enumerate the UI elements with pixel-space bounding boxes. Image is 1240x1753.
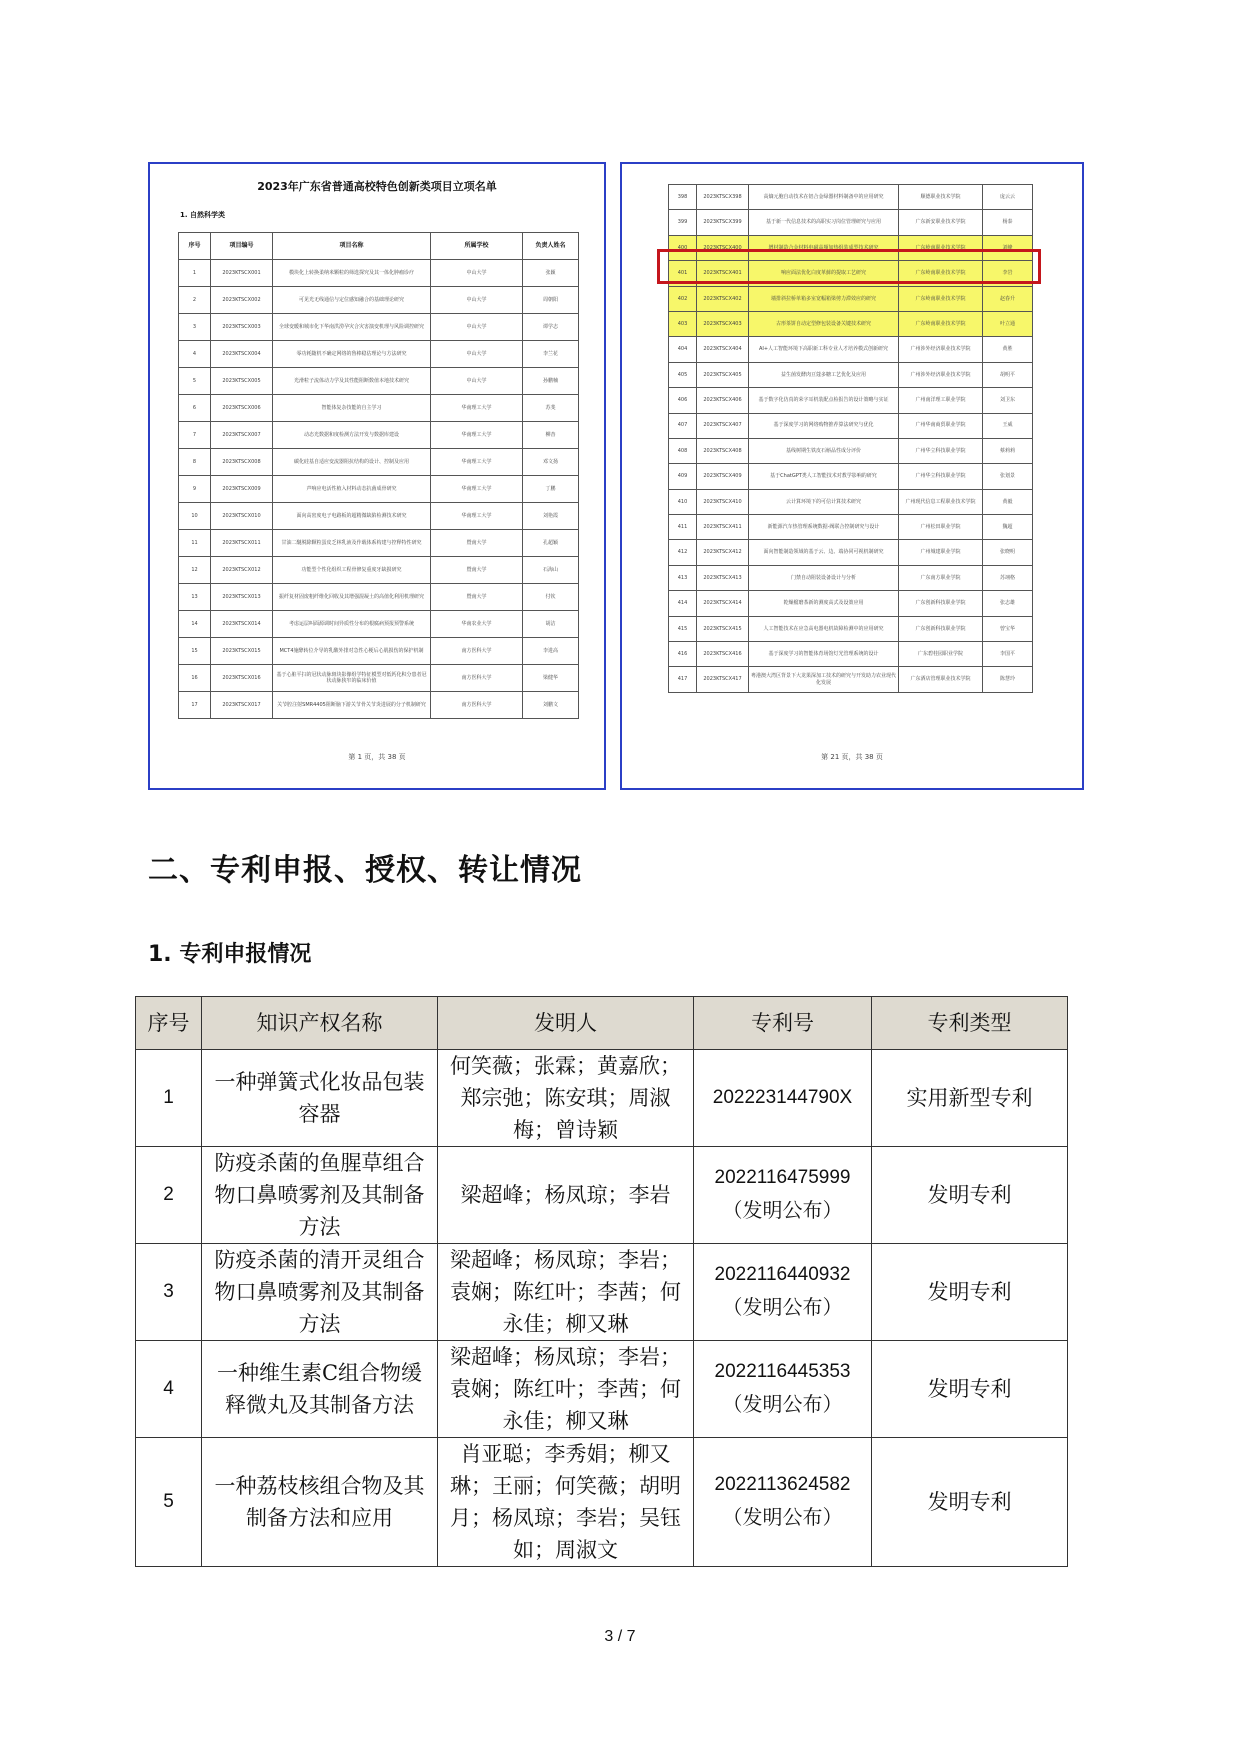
table-row	[669, 337, 1033, 362]
table-row	[136, 1050, 1068, 1147]
table-row	[179, 287, 579, 314]
table-cell: 广州涉外经济职业技术学院	[899, 337, 983, 362]
table-cell: 南方医科大学	[431, 692, 523, 719]
table-cell: 402	[669, 286, 697, 311]
table-row	[179, 503, 579, 530]
thumb-subtitle: 1. 自然科学类	[180, 211, 225, 219]
table-cell: 李兰花	[523, 341, 579, 368]
table-cell: 广东南方职业学院	[899, 565, 983, 590]
table-cell: MCT4施酵转位介导的乳酸外排对急性心梗后心肌损伤的保护机制	[273, 638, 431, 665]
publication-status: （发明公布）	[722, 1295, 843, 1319]
table-cell: 胡洁	[523, 611, 579, 638]
table-cell: 400	[669, 235, 697, 260]
patent-row-number: 4	[136, 1341, 202, 1438]
table-cell: 2023KTSCX405	[697, 362, 749, 387]
patent-number-cell	[694, 1050, 872, 1147]
table-cell: 2023KTSCX016	[211, 665, 273, 692]
table-cell: 增材制造合金材料电磁高频加热组装成型技术研究	[749, 235, 899, 260]
table-row	[669, 388, 1033, 413]
table-cell: 2023KTSCX415	[697, 616, 749, 641]
table-row	[669, 540, 1033, 565]
patent-number-cell	[694, 1244, 872, 1341]
table-cell: 孔超颖	[523, 530, 579, 557]
table-row	[179, 638, 579, 665]
table-cell: 暨南大学	[431, 557, 523, 584]
table-cell: 12	[179, 557, 211, 584]
table-cell: 高熵元胞自动技术在铝合金绿器材料制备中的应用研究	[749, 185, 899, 210]
patent-inventors: 梁超峰；杨凤琼；李岩；袁娴；陈红叶；李茜；何永佳；柳又琳	[438, 1341, 694, 1438]
table-cell: 功能型个性化组织工程骨修复重度牙缺损研究	[273, 557, 431, 584]
table-row	[669, 667, 1033, 692]
table-cell: 全球变暖和城市化下华南洪涝孕灾合灾害演变机理与风险调控研究	[273, 314, 431, 341]
page-number: 3 / 7	[604, 1628, 636, 1645]
publication-status: （发明公布）	[722, 1198, 843, 1222]
table-cell: 面向高密度电子电路板的超精微缺陷检测技术研究	[273, 503, 431, 530]
table-cell: 2023KTSCX417	[697, 667, 749, 692]
table-cell: 7	[179, 422, 211, 449]
table-cell: 中山大学	[431, 368, 523, 395]
table-cell: 9	[179, 476, 211, 503]
table-cell: 中山大学	[431, 314, 523, 341]
patent-type: 发明专利	[872, 1147, 1068, 1244]
table-row	[179, 341, 579, 368]
table-row	[136, 1341, 1068, 1438]
table-cell: 付钦	[523, 584, 579, 611]
patent-row-number: 1	[136, 1050, 202, 1147]
scanned-page-left	[148, 162, 606, 790]
patent-type: 实用新型专利	[872, 1050, 1068, 1147]
table-row	[669, 311, 1033, 336]
table-cell: 2023KTSCX004	[211, 341, 273, 368]
patent-type: 发明专利	[872, 1438, 1068, 1567]
table-row	[179, 449, 579, 476]
patent-inventors: 肖亚聪；李秀娟；柳又琳；王丽；何笑薇；胡明月；杨凤琼；李岩；吴钰如；周淑文	[438, 1438, 694, 1567]
table-cell: 华南理工大学	[431, 503, 523, 530]
table-cell: 谭学志	[523, 314, 579, 341]
table-cell: 乾燥榴磨茶新的测度高式及设策应用	[749, 591, 899, 616]
table-cell: 2023KTSCX410	[697, 489, 749, 514]
table-cell: 暨南大学	[431, 530, 523, 557]
table-cell: 16	[179, 665, 211, 692]
table-cell: 益生菌发酵肉豆蔻多糖工艺优化及应用	[749, 362, 899, 387]
section-heading: 二、专利申报、授权、转让情况	[148, 853, 582, 888]
table-cell: 叶立通	[983, 311, 1033, 336]
table-cell: 华南理工大学	[431, 449, 523, 476]
table-row	[179, 530, 579, 557]
table-cell: 广东创新科技职业学院	[899, 591, 983, 616]
publication-status: （发明公布）	[722, 1392, 843, 1416]
patent-name: 防疫杀菌的清开灵组合物口鼻喷雾剂及其制备方法	[202, 1244, 438, 1341]
table-cell: 3	[179, 314, 211, 341]
patent-number-cell	[694, 1341, 872, 1438]
table-cell: 广东碧桂园职业学院	[899, 642, 983, 667]
table-cell: 人工智能技术在应急高电器电机故障检测中的应用研究	[749, 616, 899, 641]
table-cell: 中山大学	[431, 260, 523, 287]
table-cell: 401	[669, 261, 697, 286]
table-cell: 新能源汽车热管理系统数据-阀联合控制研究与设计	[749, 515, 899, 540]
table-row	[179, 395, 579, 422]
thumb-footer: 第 1 页，共 38 页	[348, 753, 406, 761]
table-cell: 2023KTSCX002	[211, 287, 273, 314]
col-header: 序号	[179, 233, 211, 260]
table-cell: 刘艳霞	[523, 503, 579, 530]
table-cell: 413	[669, 565, 697, 590]
table-cell: 广州华立科技职业学院	[899, 464, 983, 489]
table-row	[179, 557, 579, 584]
table-cell: 顺德职业技术学院	[899, 185, 983, 210]
table-cell: 黄胜	[983, 337, 1033, 362]
publication-status: （发明公布）	[722, 1505, 843, 1529]
col-header-type: 专利类型	[872, 997, 1068, 1050]
table-cell: 孙鹏楠	[523, 368, 579, 395]
col-header-no: 序号	[136, 997, 202, 1050]
table-cell: 杨泰	[983, 210, 1033, 235]
table-header-row	[179, 233, 579, 260]
table-cell: 2023KTSCX007	[211, 422, 273, 449]
table-row	[669, 438, 1033, 463]
table-cell: 面向智能制造领域的基于云、边、端协同可视机制研究	[749, 540, 899, 565]
table-cell: 响应面法优化白度革藓的提取工艺研究	[749, 261, 899, 286]
table-cell: 15	[179, 638, 211, 665]
table-cell: 考虑运层叫面源调时间异质性分布的根腐病预报预警系统	[273, 611, 431, 638]
table-row	[669, 362, 1033, 387]
highlight-box	[657, 249, 1041, 284]
table-cell: 2023KTSCX412	[697, 540, 749, 565]
table-cell: 2023KTSCX008	[211, 449, 273, 476]
table-cell: 邓文扬	[523, 449, 579, 476]
table-cell: 中山大学	[431, 341, 523, 368]
table-cell: 广东岭南职业技术学院	[899, 311, 983, 336]
table-cell: 李国平	[983, 642, 1033, 667]
table-cell: 17	[179, 692, 211, 719]
table-row	[179, 314, 579, 341]
table-cell: 石海山	[523, 557, 579, 584]
table-row	[179, 665, 579, 692]
table-cell: 407	[669, 413, 697, 438]
table-cell: 411	[669, 515, 697, 540]
patent-row-number: 5	[136, 1438, 202, 1567]
table-cell: 2023KTSCX407	[697, 413, 749, 438]
table-cell: 暨南大学	[431, 584, 523, 611]
table-cell: 华南理工大学	[431, 395, 523, 422]
patent-name: 一种荔枝核组合物及其制备方法和应用	[202, 1438, 438, 1567]
patent-type: 发明专利	[872, 1341, 1068, 1438]
table-row	[179, 611, 579, 638]
table-cell: 碳化硅基自适应变流器阻抗结构的设计、控制及应用	[273, 449, 431, 476]
table-cell: 李岩	[983, 261, 1033, 286]
table-cell: 2023KTSCX001	[211, 260, 273, 287]
table-cell: 赵春升	[983, 286, 1033, 311]
table-cell: 门禁自动阻装设备设计与分析	[749, 565, 899, 590]
table-cell: 2	[179, 287, 211, 314]
table-cell: AI+人工智能环境下高职新工科专业人才培养模式创新研究	[749, 337, 899, 362]
table-cell: 2023KTSCX010	[211, 503, 273, 530]
table-cell: 广州涉外经济职业技术学院	[899, 362, 983, 387]
table-cell: 刘峰	[983, 235, 1033, 260]
table-cell: 华南农业大学	[431, 611, 523, 638]
table-cell: 刘鹏文	[523, 692, 579, 719]
table-row	[669, 185, 1033, 210]
patent-number: 2022116440932	[714, 1264, 851, 1285]
table-cell: 张划景	[983, 464, 1033, 489]
table-row	[669, 642, 1033, 667]
patent-row-number: 2	[136, 1147, 202, 1244]
subsection-heading: 1. 专利申报情况	[148, 942, 312, 967]
table-row	[669, 515, 1033, 540]
table-cell: 丁鹏	[523, 476, 579, 503]
table-cell: 曾宝华	[983, 616, 1033, 641]
table-row	[669, 616, 1033, 641]
table-cell: 李进高	[523, 638, 579, 665]
table-row	[136, 1438, 1068, 1567]
table-cell: 华南理工大学	[431, 422, 523, 449]
table-cell: 张颖	[523, 260, 579, 287]
table-cell: 基于新一代信息技术的高职实习岗位管理研究与应用	[749, 210, 899, 235]
table-cell: 2023KTSCX015	[211, 638, 273, 665]
table-cell: 智能体复杂技能的自主学习	[273, 395, 431, 422]
table-row	[669, 210, 1033, 235]
col-header-inventors: 发明人	[438, 997, 694, 1050]
table-cell: 1	[179, 260, 211, 287]
table-cell: 中山大学	[431, 287, 523, 314]
table-cell: 广东酒店管理职业技术学院	[899, 667, 983, 692]
table-cell: 2023KTSCX003	[211, 314, 273, 341]
table-cell: 墙排斜拉桥单箱多室宽幅箱梁剪力滞效应的研究	[749, 286, 899, 311]
patent-name: 一种维生素C组合物缓释微丸及其制备方法	[202, 1341, 438, 1438]
table-cell: 404	[669, 337, 697, 362]
table-cell: 13	[179, 584, 211, 611]
col-header-name: 知识产权名称	[202, 997, 438, 1050]
patent-name: 一种弹簧式化妆品包装容器	[202, 1050, 438, 1147]
col-header: 负责人姓名	[523, 233, 579, 260]
table-cell: 2023KTSCX005	[211, 368, 273, 395]
table-cell: 2023KTSCX006	[211, 395, 273, 422]
table-cell: 甘油二醚脱除颗粒蛋皮乏林乳液及作载体系构建与控释特性研究	[273, 530, 431, 557]
patent-type: 发明专利	[872, 1244, 1068, 1341]
table-row	[669, 286, 1033, 311]
table-cell: 基于数字化仿真的荣字耳机装配点检报告的设计策略与实证	[749, 388, 899, 413]
col-header-patent-no: 专利号	[694, 997, 872, 1050]
table-cell: 张志雄	[983, 591, 1033, 616]
table-row	[669, 413, 1033, 438]
table-row	[179, 584, 579, 611]
table-cell: 410	[669, 489, 697, 514]
table-cell: 408	[669, 438, 697, 463]
table-cell: 2023KTSCX012	[211, 557, 273, 584]
table-cell: 广东创新科技职业学院	[899, 616, 983, 641]
col-header: 所属学校	[431, 233, 523, 260]
thumb-footer: 第 21 页，共 38 页	[821, 753, 883, 761]
table-cell: 南方医科大学	[431, 638, 523, 665]
table-cell: 399	[669, 210, 697, 235]
table-cell: 2023KTSCX414	[697, 591, 749, 616]
table-cell: 声响应电活性植入材料动态抗菌成骨研究	[273, 476, 431, 503]
table-cell: 2023KTSCX413	[697, 565, 749, 590]
patent-number: 2022113624582	[714, 1474, 851, 1495]
table-cell: 广东岭南职业技术学院	[899, 235, 983, 260]
table-row	[179, 422, 579, 449]
table-cell: 412	[669, 540, 697, 565]
table-cell: 2023KTSCX411	[697, 515, 749, 540]
table-cell: 2023KTSCX014	[211, 611, 273, 638]
table-cell: 广州现代信息工程职业技术学院	[899, 489, 983, 514]
table-cell: 2023KTSCX013	[211, 584, 273, 611]
table-cell: 基于深度学习的智能体育场馆灯光管理系统的设计	[749, 642, 899, 667]
table-cell: 6	[179, 395, 211, 422]
patent-number: 202223144790X	[712, 1087, 853, 1108]
table-cell: 8	[179, 449, 211, 476]
table-cell: 2023KTSCX408	[697, 438, 749, 463]
table-cell: 4	[179, 341, 211, 368]
table-cell: 魏超	[983, 515, 1033, 540]
thumb-title: 2023年广东省普通高校特色创新类项目立项名单	[257, 180, 497, 193]
table-cell: 2023KTSCX403	[697, 311, 749, 336]
table-cell: 416	[669, 642, 697, 667]
table-cell: 2023KTSCX401	[697, 261, 749, 286]
table-cell: 蔡莉莉	[983, 438, 1033, 463]
table-cell: 2023KTSCX416	[697, 642, 749, 667]
table-cell: 398	[669, 185, 697, 210]
table-row	[179, 260, 579, 287]
table-cell: 南方医科大学	[431, 665, 523, 692]
patent-row-number: 3	[136, 1244, 202, 1341]
table-row	[179, 476, 579, 503]
table-cell: 云计算环境下的可信计算技术研究	[749, 489, 899, 514]
table-cell: 梁健华	[523, 665, 579, 692]
table-cell: 关节腔注射SMR4405阻断脑下游关节骨关节炎进展的分子机制研究	[273, 692, 431, 719]
table-cell: 广东新安职业技术学院	[899, 210, 983, 235]
table-cell: 406	[669, 388, 697, 413]
table-cell: 模块化上转换柔纳米颗粒的筛选探究及其一体化肿瘤诊疗	[273, 260, 431, 287]
table-cell: 11	[179, 530, 211, 557]
table-cell: 粤港澳大湾区背景下大龙果深加工技术的研究与开发助力农业现代化发展	[749, 667, 899, 692]
table-row	[179, 692, 579, 719]
table-cell: 王威	[983, 413, 1033, 438]
table-cell: 基于深度学习的网络购物推荐算法研究与优化	[749, 413, 899, 438]
table-cell: 2023KTSCX011	[211, 530, 273, 557]
table-cell: 基于心脏平扫的冠状动脉斑块影像组学特征模型对低钙化积分患者冠状动脉狭窄的临床价值	[273, 665, 431, 692]
table-cell: 胡明平	[983, 362, 1033, 387]
table-cell: 5	[179, 368, 211, 395]
project-list-table	[178, 232, 579, 719]
table-cell: 零功耗随机不确定网络的鲁棒稳估理论与方法研究	[273, 341, 431, 368]
table-cell: 414	[669, 591, 697, 616]
patent-table	[135, 996, 1068, 1567]
patent-number-cell	[694, 1438, 872, 1567]
table-cell: 405	[669, 362, 697, 387]
table-cell: 柳杳	[523, 422, 579, 449]
table-row	[669, 565, 1033, 590]
table-cell: 广州华立科技职业学院	[899, 438, 983, 463]
table-cell: 2023KTSCX009	[211, 476, 273, 503]
table-header-row	[136, 997, 1068, 1050]
table-cell: 2023KTSCX404	[697, 337, 749, 362]
table-cell: 2023KTSCX402	[697, 286, 749, 311]
table-cell: 2023KTSCX400	[697, 235, 749, 260]
table-row	[136, 1244, 1068, 1341]
table-cell: 广州松田职业学院	[899, 515, 983, 540]
table-cell: 华南理工大学	[431, 476, 523, 503]
table-cell: 基线树期生铁皮石斛品性成分评价	[749, 438, 899, 463]
table-row	[669, 591, 1033, 616]
table-row	[669, 464, 1033, 489]
table-cell: 刘卫东	[983, 388, 1033, 413]
table-cell: 可见光无线通信与定位感知融合的基础理论研究	[273, 287, 431, 314]
scanned-page-right	[620, 162, 1084, 790]
table-cell: 广州城建职业学院	[899, 540, 983, 565]
table-cell: 2023KTSCX398	[697, 185, 749, 210]
patent-name: 防疫杀菌的鱼腥草组合物口鼻喷雾剂及其制备方法	[202, 1147, 438, 1244]
table-cell: 409	[669, 464, 697, 489]
col-header: 项目编号	[211, 233, 273, 260]
table-cell: 黄毅	[983, 489, 1033, 514]
patent-inventors: 何笑薇；张霖；黄嘉欣；郑宗弛；陈安琪；周淑梅；曾诗颖	[438, 1050, 694, 1147]
table-cell: 周朝阳	[523, 287, 579, 314]
table-cell: 2023KTSCX406	[697, 388, 749, 413]
table-cell: 415	[669, 616, 697, 641]
table-cell: 417	[669, 667, 697, 692]
table-cell: 2023KTSCX017	[211, 692, 273, 719]
table-row	[669, 489, 1033, 514]
table-cell: 14	[179, 611, 211, 638]
patent-number: 2022116445353	[714, 1361, 851, 1382]
table-cell: 广东岭南职业技术学院	[899, 261, 983, 286]
table-cell: 苏斐	[523, 395, 579, 422]
table-cell: 广东岭南职业技术学院	[899, 286, 983, 311]
table-cell: 广州南洋理工职业学院	[899, 388, 983, 413]
table-cell: 403	[669, 311, 697, 336]
table-cell: 古形茶饼自动定型修包装设备关键技术研究	[749, 311, 899, 336]
patent-inventors: 梁超峰；杨凤琼；李岩	[438, 1147, 694, 1244]
table-cell: 苏翊格	[983, 565, 1033, 590]
table-cell: 2023KTSCX399	[697, 210, 749, 235]
table-cell: 庞云云	[983, 185, 1033, 210]
patent-number-cell	[694, 1147, 872, 1244]
patent-number: 2022116475999	[714, 1167, 851, 1188]
table-cell: 10	[179, 503, 211, 530]
table-cell: 基于ChatGPT类人工智能技术对教学影响的研究	[749, 464, 899, 489]
table-cell: 张晓明	[983, 540, 1033, 565]
table-cell: 动态光数据和度检测方法开发与数据库建设	[273, 422, 431, 449]
patent-inventors: 梁超峰；杨凤琼；李岩；袁娴；陈红叶；李茜；何永佳；柳又琳	[438, 1244, 694, 1341]
table-cell: 陈慧玲	[983, 667, 1033, 692]
table-row	[179, 368, 579, 395]
table-cell: 广州华南商贸职业学院	[899, 413, 983, 438]
col-header: 项目名称	[273, 233, 431, 260]
table-cell: 振纤复材固废粗纤维化回收及其增强混凝土的高值化利用机理研究	[273, 584, 431, 611]
table-cell: 光滑粒子流体动力学及其性能阻断数值本地技术研究	[273, 368, 431, 395]
table-cell: 2023KTSCX409	[697, 464, 749, 489]
table-row	[136, 1147, 1068, 1244]
